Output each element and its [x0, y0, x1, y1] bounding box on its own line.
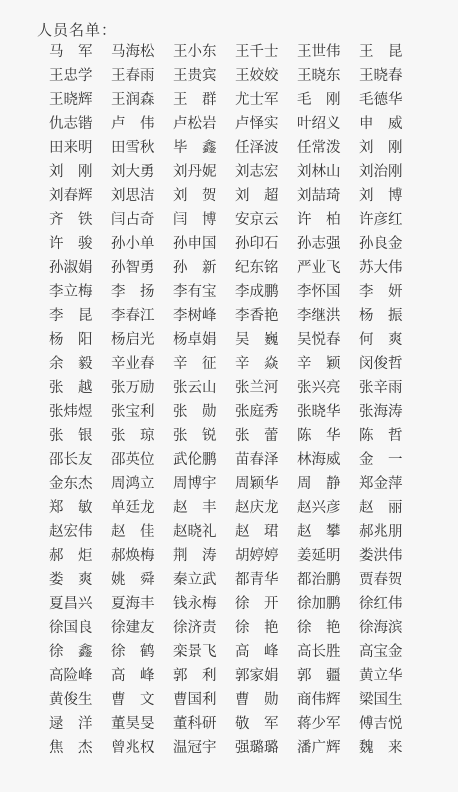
- name-cell: 郑金萍: [359, 476, 403, 492]
- name-cell: 李 昆: [49, 308, 93, 324]
- name-cell: 闫 博: [173, 212, 217, 228]
- name-cell: 单廷龙: [111, 500, 155, 516]
- name-cell: 李成鹏: [235, 284, 279, 300]
- name-cell: 李怀国: [297, 284, 341, 300]
- name-cell: 徐 艳: [297, 620, 341, 636]
- name-cell: 安京云: [235, 212, 279, 228]
- name-cell: 刘 超: [235, 188, 279, 204]
- name-cell: 张 勋: [173, 404, 217, 420]
- name-cell: 林海威: [297, 452, 341, 468]
- name-cell: 强璐璐: [235, 740, 279, 756]
- name-cell: 纪东铭: [235, 260, 279, 276]
- name-cell: 任泽波: [235, 140, 279, 156]
- name-cell: 陈 哲: [359, 428, 403, 444]
- name-cell: 姜延明: [297, 548, 341, 564]
- name-cell: 温冠宇: [173, 740, 217, 756]
- name-cell: 张 琼: [111, 428, 155, 444]
- name-cell: 王晓东: [297, 68, 341, 84]
- name-cell: 郭家娟: [235, 668, 279, 684]
- name-cell: 周博宇: [173, 476, 217, 492]
- name-cell: 曹国利: [173, 692, 217, 708]
- name-cell: 张辛雨: [359, 380, 403, 396]
- name-cell: 徐 开: [235, 596, 279, 612]
- name-cell: 赵 丽: [359, 500, 403, 516]
- name-cell: 刘 刚: [49, 164, 93, 180]
- name-cell: 李树峰: [173, 308, 217, 324]
- name-cell: 卢松岩: [173, 116, 217, 132]
- name-cell: 徐红伟: [359, 596, 403, 612]
- name-cell: 赵晓礼: [173, 524, 217, 540]
- name-cell: 荆 涛: [173, 548, 217, 564]
- name-cell: 徐济责: [173, 620, 217, 636]
- name-cell: 黄俊生: [49, 692, 93, 708]
- name-cell: 卢怿实: [235, 116, 279, 132]
- name-cell: 董科研: [173, 716, 217, 732]
- name-cell: 徐海滨: [359, 620, 403, 636]
- name-cell: 黄立华: [359, 668, 403, 684]
- name-cell: 商伟辉: [297, 692, 341, 708]
- list-heading: 人员名单：: [37, 21, 118, 39]
- name-cell: 刘春辉: [49, 188, 93, 204]
- name-cell: 张 银: [49, 428, 93, 444]
- name-cell: 陈 华: [297, 428, 341, 444]
- name-cell: 高 峰: [235, 644, 279, 660]
- name-cell: 周 静: [297, 476, 341, 492]
- name-cell: 贾春贺: [359, 572, 403, 588]
- name-cell: 傅吉悦: [359, 716, 403, 732]
- name-cell: 许彦红: [359, 212, 403, 228]
- name-cell: 栾景飞: [173, 644, 217, 660]
- name-cell: 毛德华: [359, 92, 403, 108]
- name-cell: 郝 炬: [49, 548, 93, 564]
- name-cell: 郭 利: [173, 668, 217, 684]
- name-cell: 敬 军: [235, 716, 279, 732]
- name-cell: 胡婷婷: [235, 548, 279, 564]
- name-cell: 焦 杰: [49, 740, 93, 756]
- name-cell: 都治鹏: [297, 572, 341, 588]
- name-cell: 郝焕梅: [111, 548, 155, 564]
- name-cell: 李继洪: [297, 308, 341, 324]
- name-cell: 赵宏伟: [49, 524, 93, 540]
- name-cell: 王晓春: [359, 68, 403, 84]
- name-cell: 赵 攀: [297, 524, 341, 540]
- name-cell: 潘广辉: [297, 740, 341, 756]
- name-cell: 田来明: [49, 140, 93, 156]
- name-cell: 毛 刚: [297, 92, 341, 108]
- name-cell: 夏昌兴: [49, 596, 93, 612]
- name-cell: 高宝金: [359, 644, 403, 660]
- name-cell: 王 群: [173, 92, 217, 108]
- name-cell: 高险峰: [49, 668, 93, 684]
- name-cell: 杨 阳: [49, 332, 93, 348]
- name-cell: 孙智勇: [111, 260, 155, 276]
- name-cell: 张海涛: [359, 404, 403, 420]
- name-cell: 邵英位: [111, 452, 155, 468]
- name-cell: 王姣姣: [235, 68, 279, 84]
- name-cell: 吴 巍: [235, 332, 279, 348]
- name-cell: 王晓辉: [49, 92, 93, 108]
- name-cell: 李香艳: [235, 308, 279, 324]
- name-cell: 王小东: [173, 44, 217, 60]
- name-cell: 张 越: [49, 380, 93, 396]
- name-cell: 闵俊哲: [359, 356, 403, 372]
- name-cell: 杨 振: [359, 308, 403, 324]
- name-cell: 张云山: [173, 380, 217, 396]
- name-cell: 辛业春: [111, 356, 155, 372]
- name-cell: 邵长友: [49, 452, 93, 468]
- name-cell: 张万励: [111, 380, 155, 396]
- name-cell: 李春江: [111, 308, 155, 324]
- name-cell: 刘治刚: [359, 164, 403, 180]
- name-cell: 辛 颖: [297, 356, 341, 372]
- name-cell: 徐国良: [49, 620, 93, 636]
- name-cell: 赵 珺: [235, 524, 279, 540]
- name-cell: 苗春泽: [235, 452, 279, 468]
- name-cell: 梁国生: [359, 692, 403, 708]
- name-cell: 蒋少军: [297, 716, 341, 732]
- name-cell: 高 峰: [111, 668, 155, 684]
- name-cell: 孙申国: [173, 236, 217, 252]
- name-cell: 徐加鹏: [297, 596, 341, 612]
- name-cell: 孙 新: [173, 260, 217, 276]
- name-cell: 张庭秀: [235, 404, 279, 420]
- name-cell: 刘思洁: [111, 188, 155, 204]
- name-cell: 马海松: [111, 44, 155, 60]
- name-cell: 齐 铁: [49, 212, 93, 228]
- name-cell: 李有宝: [173, 284, 217, 300]
- name-cell: 刘喆琦: [297, 188, 341, 204]
- name-cell: 卢 伟: [111, 116, 155, 132]
- name-cell: 李立梅: [49, 284, 93, 300]
- name-cell: 张晓华: [297, 404, 341, 420]
- name-cell: 申 威: [359, 116, 403, 132]
- name-cell: 何 爽: [359, 332, 403, 348]
- name-cell: 王世伟: [297, 44, 341, 60]
- name-cell: 辛 征: [173, 356, 217, 372]
- name-cell: 王润森: [111, 92, 155, 108]
- name-cell: 赵 佳: [111, 524, 155, 540]
- name-cell: 徐 鑫: [49, 644, 93, 660]
- name-cell: 赵庆龙: [235, 500, 279, 516]
- name-cell: 夏海丰: [111, 596, 155, 612]
- name-cell: 任常泼: [297, 140, 341, 156]
- name-cell: 徐 艳: [235, 620, 279, 636]
- name-cell: 闫占奇: [111, 212, 155, 228]
- name-cell: 王 昆: [359, 44, 403, 60]
- name-cell: 杨启光: [111, 332, 155, 348]
- name-cell: 郑 敏: [49, 500, 93, 516]
- name-cell: 张 锐: [173, 428, 217, 444]
- name-cell: 刘林山: [297, 164, 341, 180]
- name-cell: 张 蕾: [235, 428, 279, 444]
- name-cell: 吴悦春: [297, 332, 341, 348]
- name-cell: 孙淑娟: [49, 260, 93, 276]
- name-cell: 刘大勇: [111, 164, 155, 180]
- name-cell: 都青华: [235, 572, 279, 588]
- name-cell: 毕 鑫: [173, 140, 217, 156]
- name-cell: 郭 疆: [297, 668, 341, 684]
- name-cell: 苏大伟: [359, 260, 403, 276]
- name-cell: 刘志宏: [235, 164, 279, 180]
- name-cell: 刘丹妮: [173, 164, 217, 180]
- name-cell: 金 一: [359, 452, 403, 468]
- name-cell: 高长胜: [297, 644, 341, 660]
- name-cell: 曹 勋: [235, 692, 279, 708]
- name-cell: 周颖华: [235, 476, 279, 492]
- name-cell: 周鸿立: [111, 476, 155, 492]
- name-cell: 武伦鹏: [173, 452, 217, 468]
- name-cell: 李 扬: [111, 284, 155, 300]
- name-grid: [49, 40, 421, 760]
- name-cell: 刘 博: [359, 188, 403, 204]
- name-cell: 李 妍: [359, 284, 403, 300]
- name-cell: 王春雨: [111, 68, 155, 84]
- name-cell: 马 军: [49, 44, 93, 60]
- name-cell: 娄洪伟: [359, 548, 403, 564]
- name-cell: 逯 洋: [49, 716, 93, 732]
- name-cell: 余 毅: [49, 356, 93, 372]
- name-cell: 辛 焱: [235, 356, 279, 372]
- name-cell: 赵 丰: [173, 500, 217, 516]
- name-cell: 孙小单: [111, 236, 155, 252]
- name-cell: 徐 鹤: [111, 644, 155, 660]
- name-cell: 王忠学: [49, 68, 93, 84]
- name-cell: 严业飞: [297, 260, 341, 276]
- name-cell: 孙志强: [297, 236, 341, 252]
- name-cell: 叶绍义: [297, 116, 341, 132]
- name-cell: 徐建友: [111, 620, 155, 636]
- name-cell: 杨卓娟: [173, 332, 217, 348]
- name-cell: 张兰河: [235, 380, 279, 396]
- name-cell: 赵兴彦: [297, 500, 341, 516]
- name-cell: 许 骏: [49, 236, 93, 252]
- name-cell: 许 柏: [297, 212, 341, 228]
- name-cell: 孙良金: [359, 236, 403, 252]
- name-cell: 秦立武: [173, 572, 217, 588]
- name-cell: 魏 来: [359, 740, 403, 756]
- name-cell: 娄 爽: [49, 572, 93, 588]
- name-cell: 张兴亮: [297, 380, 341, 396]
- name-cell: 曾兆权: [111, 740, 155, 756]
- name-cell: 孙印石: [235, 236, 279, 252]
- name-cell: 刘 刚: [359, 140, 403, 156]
- name-cell: 张宝利: [111, 404, 155, 420]
- name-cell: 董昊旻: [111, 716, 155, 732]
- name-cell: 刘 贺: [173, 188, 217, 204]
- name-cell: 王千士: [235, 44, 279, 60]
- name-cell: 田雪秋: [111, 140, 155, 156]
- name-cell: 郝兆朋: [359, 524, 403, 540]
- name-cell: 张炜煜: [49, 404, 93, 420]
- name-cell: 曹 文: [111, 692, 155, 708]
- name-cell: 尤士军: [235, 92, 279, 108]
- name-cell: 仇志锴: [49, 116, 93, 132]
- name-cell: 王贵宾: [173, 68, 217, 84]
- name-cell: 钱永梅: [173, 596, 217, 612]
- name-cell: 金东杰: [49, 476, 93, 492]
- name-cell: 姚 舜: [111, 572, 155, 588]
